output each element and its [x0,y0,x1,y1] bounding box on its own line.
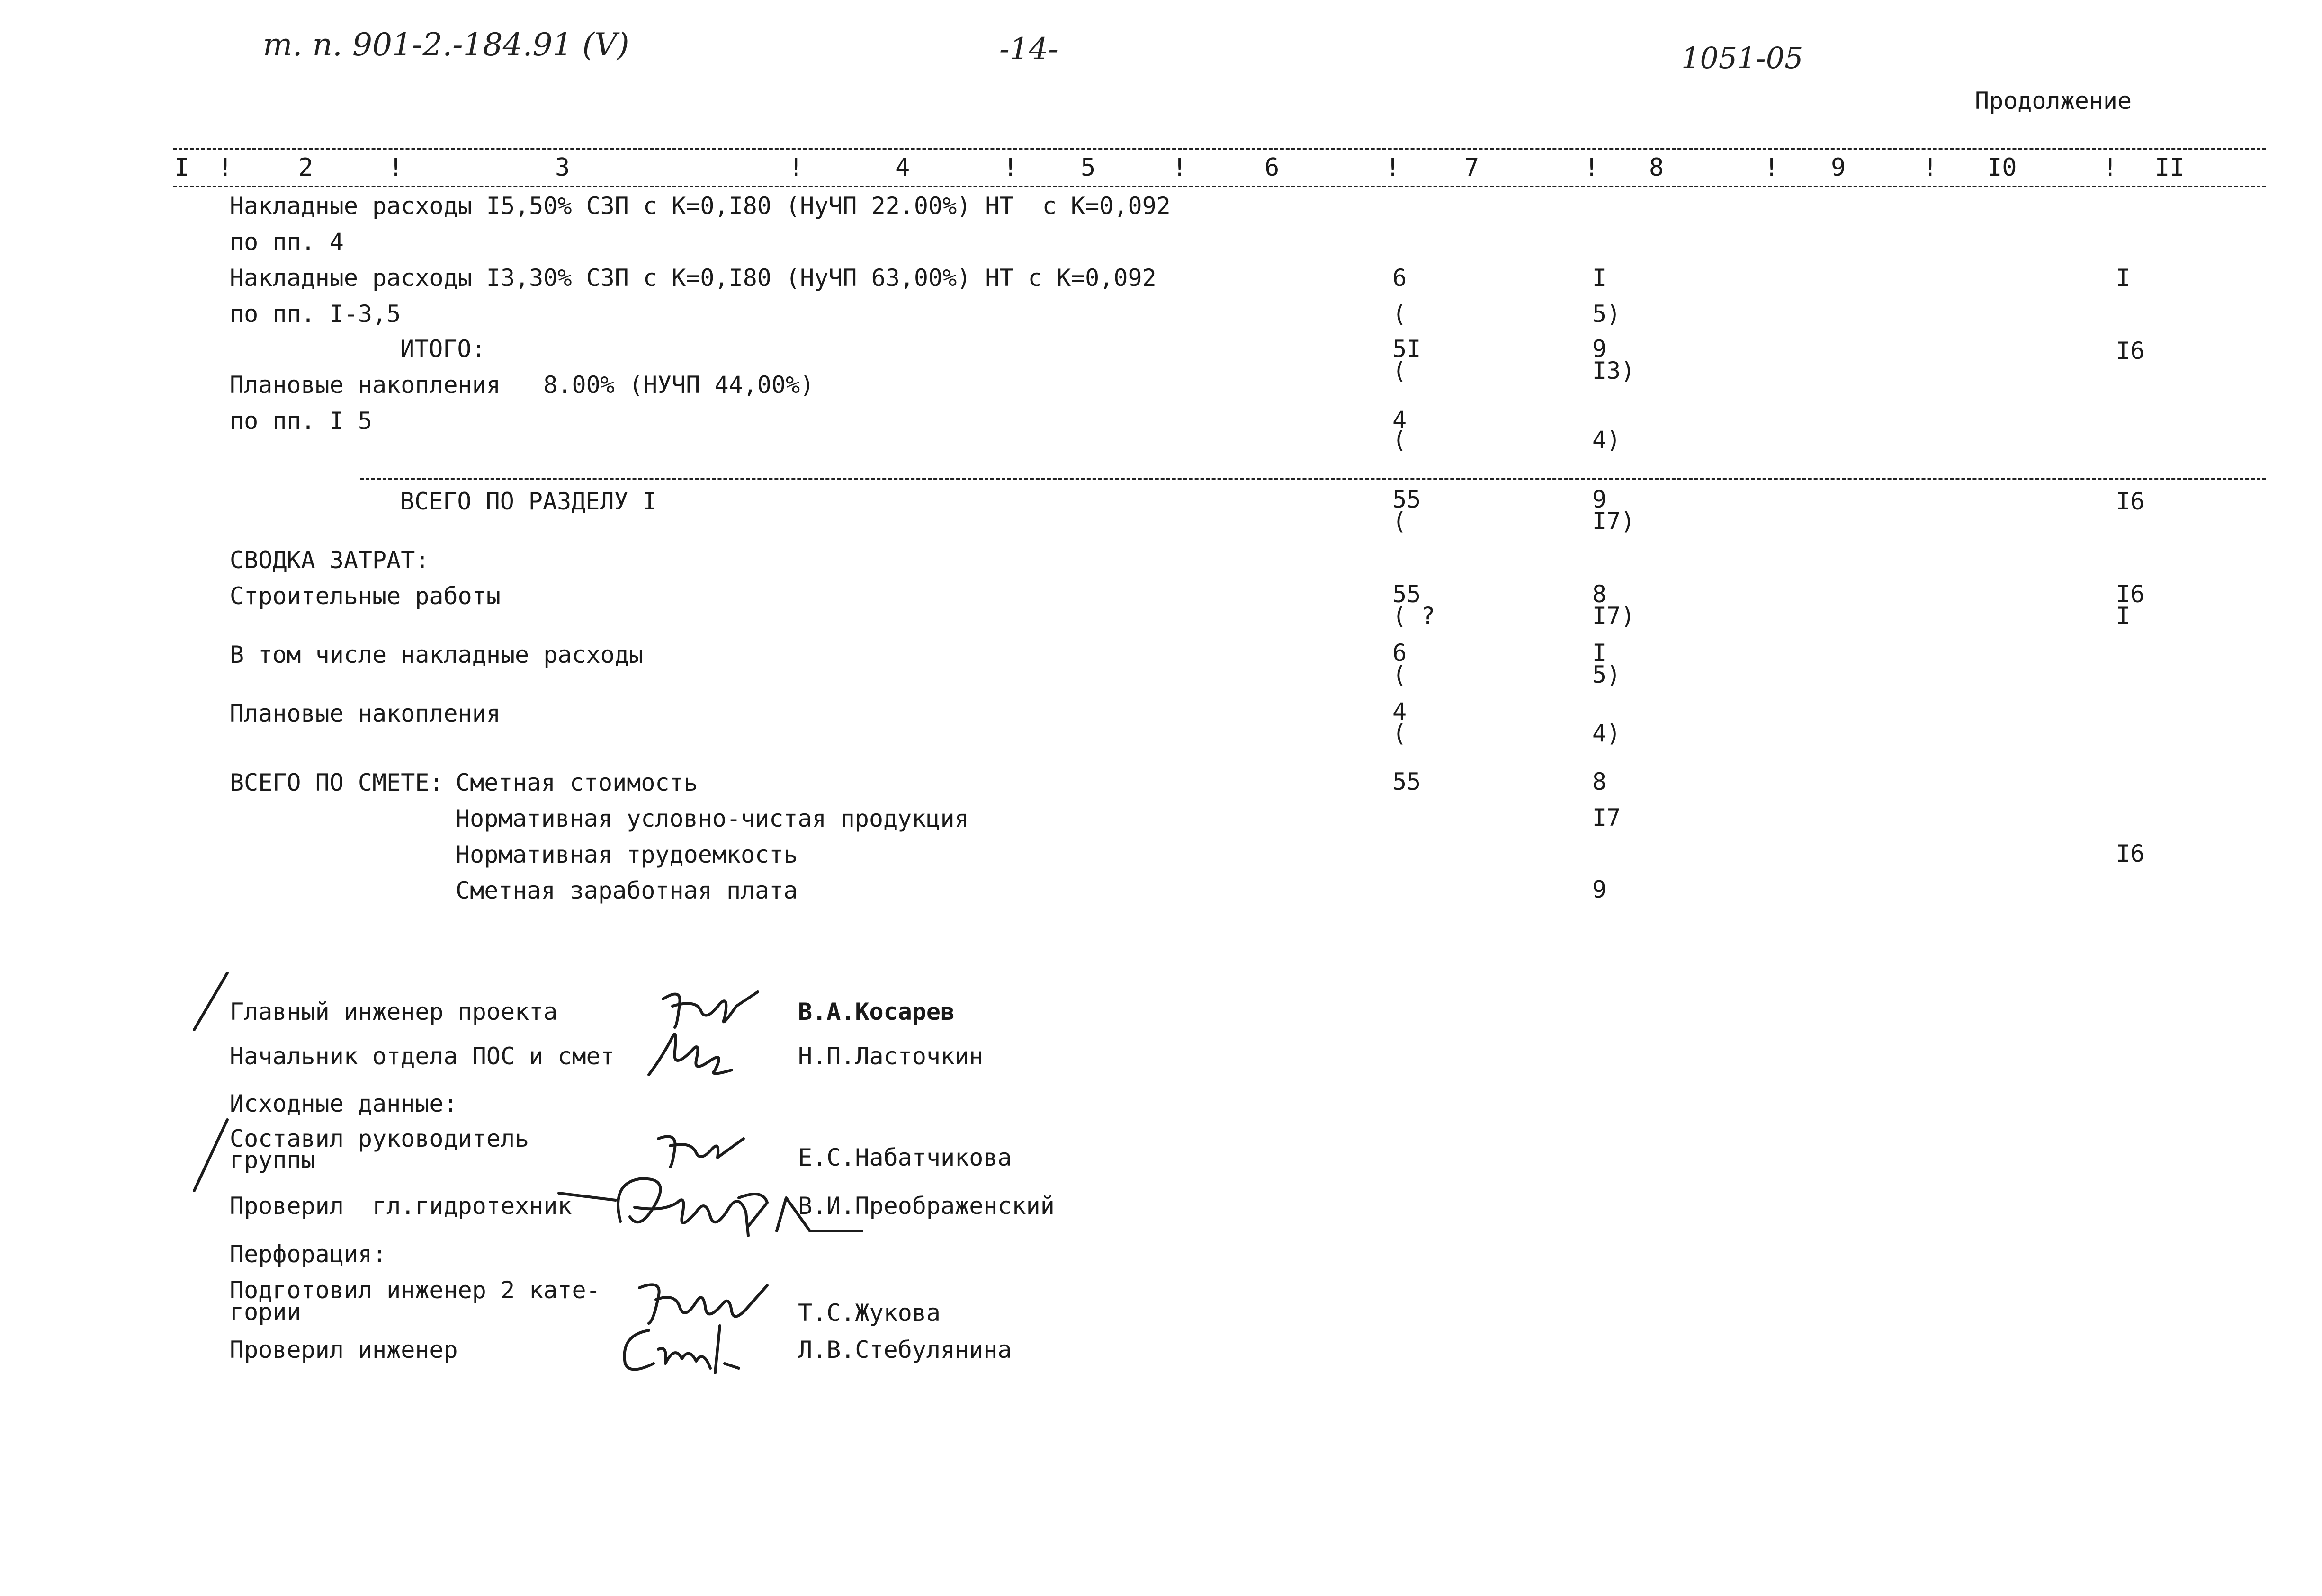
compiled-role-line1: Составил руководитель [230,1125,529,1152]
section-total-label: ВСЕГО ПО РАЗДЕЛУ I [400,488,657,515]
margin-mark [189,1117,232,1193]
wage-col8: 9 [1592,876,1607,903]
column-2-header: 2 [298,153,314,182]
incl-overhead-col7: 6 [1392,639,1407,667]
nucp-col8: I7 [1592,804,1621,831]
column-separator: ! [789,153,804,182]
planned-label: Плановые накопления [230,700,501,727]
estimate-cost-label: Сметная стоимость [456,769,698,796]
prepared-role-line1: Подготовил инженер 2 кате- [230,1276,601,1304]
prepared-role-line2: гории [230,1298,301,1326]
department-head-role: Начальник отдела ПОС и смет [230,1043,615,1070]
incl-overhead-col7-paren: ( [1392,661,1407,688]
plan-items: по пп. I 5 [230,407,373,435]
construction-label: Строительные работы [230,582,501,610]
planned-col7: 4 [1392,698,1407,725]
header-bottom-rule [173,186,2266,187]
chief-engineer-name: В.А.Косарев [798,998,955,1025]
page-number: -14- [999,32,1058,67]
margin-mark [189,971,232,1032]
section-total-col8-paren: I7) [1592,508,1635,535]
department-head-signature [644,1027,739,1079]
checked-name: В.И.Преображенский [798,1192,1055,1220]
overhead-2-col7-paren: ( [1392,300,1407,328]
summary-title: СВОДКА ЗАТРАТ: [230,546,430,574]
column-separator: ! [2103,153,2118,182]
itogo-col8: 9 [1592,335,1607,363]
plan-col7-paren: ( [1392,426,1407,454]
planned-col7-paren: ( [1392,720,1407,747]
incl-overhead-col8: I [1592,639,1607,667]
incl-overhead-label: В том числе накладные расходы [230,641,643,669]
overhead-2-col8-paren: 5) [1592,300,1621,328]
itogo-col7: 5I [1392,335,1421,363]
continuation-label: Продолжение [1975,87,2132,115]
incl-overhead-col8-paren: 5) [1592,661,1621,688]
wage-label: Сметная заработная плата [456,877,798,904]
labor-col11: I6 [2116,840,2145,867]
checked-role: Проверил гл.гидротехник [230,1192,572,1220]
construction-col8-paren: I7) [1592,602,1635,630]
itogo-col7-paren: ( [1392,357,1407,384]
nucp-label: Нормативная условно-чистая продукция [456,805,969,832]
document-code: т. п. 901-2.-184.91 (Ⅴ) [263,27,629,63]
overhead-2-text: Накладные расходы I3,30% СЗП с К=0,I80 (НуЧП 63,00%) НТ с К=0,092 [230,264,1157,292]
estimate-cost-col8: 8 [1592,768,1607,795]
construction-col11: I6 [2116,580,2145,608]
planned-col8-paren: 4) [1592,720,1621,747]
column-separator: ! [218,153,233,182]
column-separator: ! [1923,153,1938,182]
section-total-col8: 9 [1592,486,1607,513]
itogo-label: ИТОГО: [400,335,486,363]
itogo-col8-paren: I3) [1592,357,1635,384]
column-separator: ! [1385,153,1400,182]
chief-engineer-signature [654,985,762,1032]
itogo-col11: I6 [2116,337,2145,365]
header-top-rule [173,148,2266,150]
section-total-col7: 55 [1392,486,1421,513]
construction-col7-paren: ( ? [1392,602,1435,630]
source-data-title: Исходные данные: [230,1090,458,1117]
column-separator: ! [1764,153,1779,182]
construction-col7: 55 [1392,580,1421,608]
prepared-name: Т.С.Жукова [798,1299,941,1327]
column-4-header: 4 [895,153,910,182]
column-10-header: I0 [1987,153,2017,182]
estimate-total-label: ВСЕГО ПО СМЕТЕ: [230,769,444,796]
plan-col8-paren: 4) [1592,426,1621,454]
section-total-col11: I6 [2116,488,2145,515]
column-separator: ! [1172,153,1187,182]
checked2-name: Л.В.Стебулянина [798,1336,1012,1364]
overhead-2-items: по пп. I-3,5 [230,300,401,328]
column-separator: ! [1003,153,1018,182]
column-5-header: 5 [1081,153,1096,182]
overhead-1-text: Накладные расходы I5,50% СЗП с К=0,I80 (НуЧП 22.00%) НТ с К=0,092 [230,192,1171,220]
labor-label: Нормативная трудоемкость [456,841,798,868]
section-rule [360,478,2266,480]
column-9-header: 9 [1831,153,1846,182]
overhead-2-col11: I [2116,264,2131,292]
plan-text: Плановые накопления 8.00% (НУЧП 44,00%) [230,371,815,399]
section-total-col7-paren: ( [1392,508,1407,535]
column-6-header: 6 [1264,153,1280,182]
column-7-header: 7 [1464,153,1479,182]
overhead-2-col8: I [1592,264,1607,292]
column-11-header: II [2155,153,2185,182]
column-1-header: I [174,153,189,182]
perforation-title: Перфорация: [230,1240,387,1268]
column-separator: ! [388,153,403,182]
construction-col11-second: I [2116,602,2131,630]
checked2-role: Проверил инженер [230,1336,458,1364]
construction-col8: 8 [1592,580,1607,608]
estimate-cost-col7: 55 [1392,768,1421,795]
column-8-header: 8 [1649,153,1664,182]
overhead-1-items: по пп. 4 [230,228,344,256]
plan-col7: 4 [1392,406,1407,434]
sheet-code: 1051-05 [1681,41,1803,75]
department-head-name: Н.П.Ласточкин [798,1043,984,1070]
compiled-role-line2: группы [230,1146,315,1174]
chief-engineer-role: Главный инженер проекта [230,998,558,1025]
compiled-signature [654,1127,748,1169]
compiled-name: Е.С.Набатчикова [798,1144,1012,1171]
overhead-2-col7: 6 [1392,264,1407,292]
column-separator: ! [1584,153,1599,182]
column-3-header: 3 [555,153,570,182]
checked2-signature [616,1311,753,1378]
